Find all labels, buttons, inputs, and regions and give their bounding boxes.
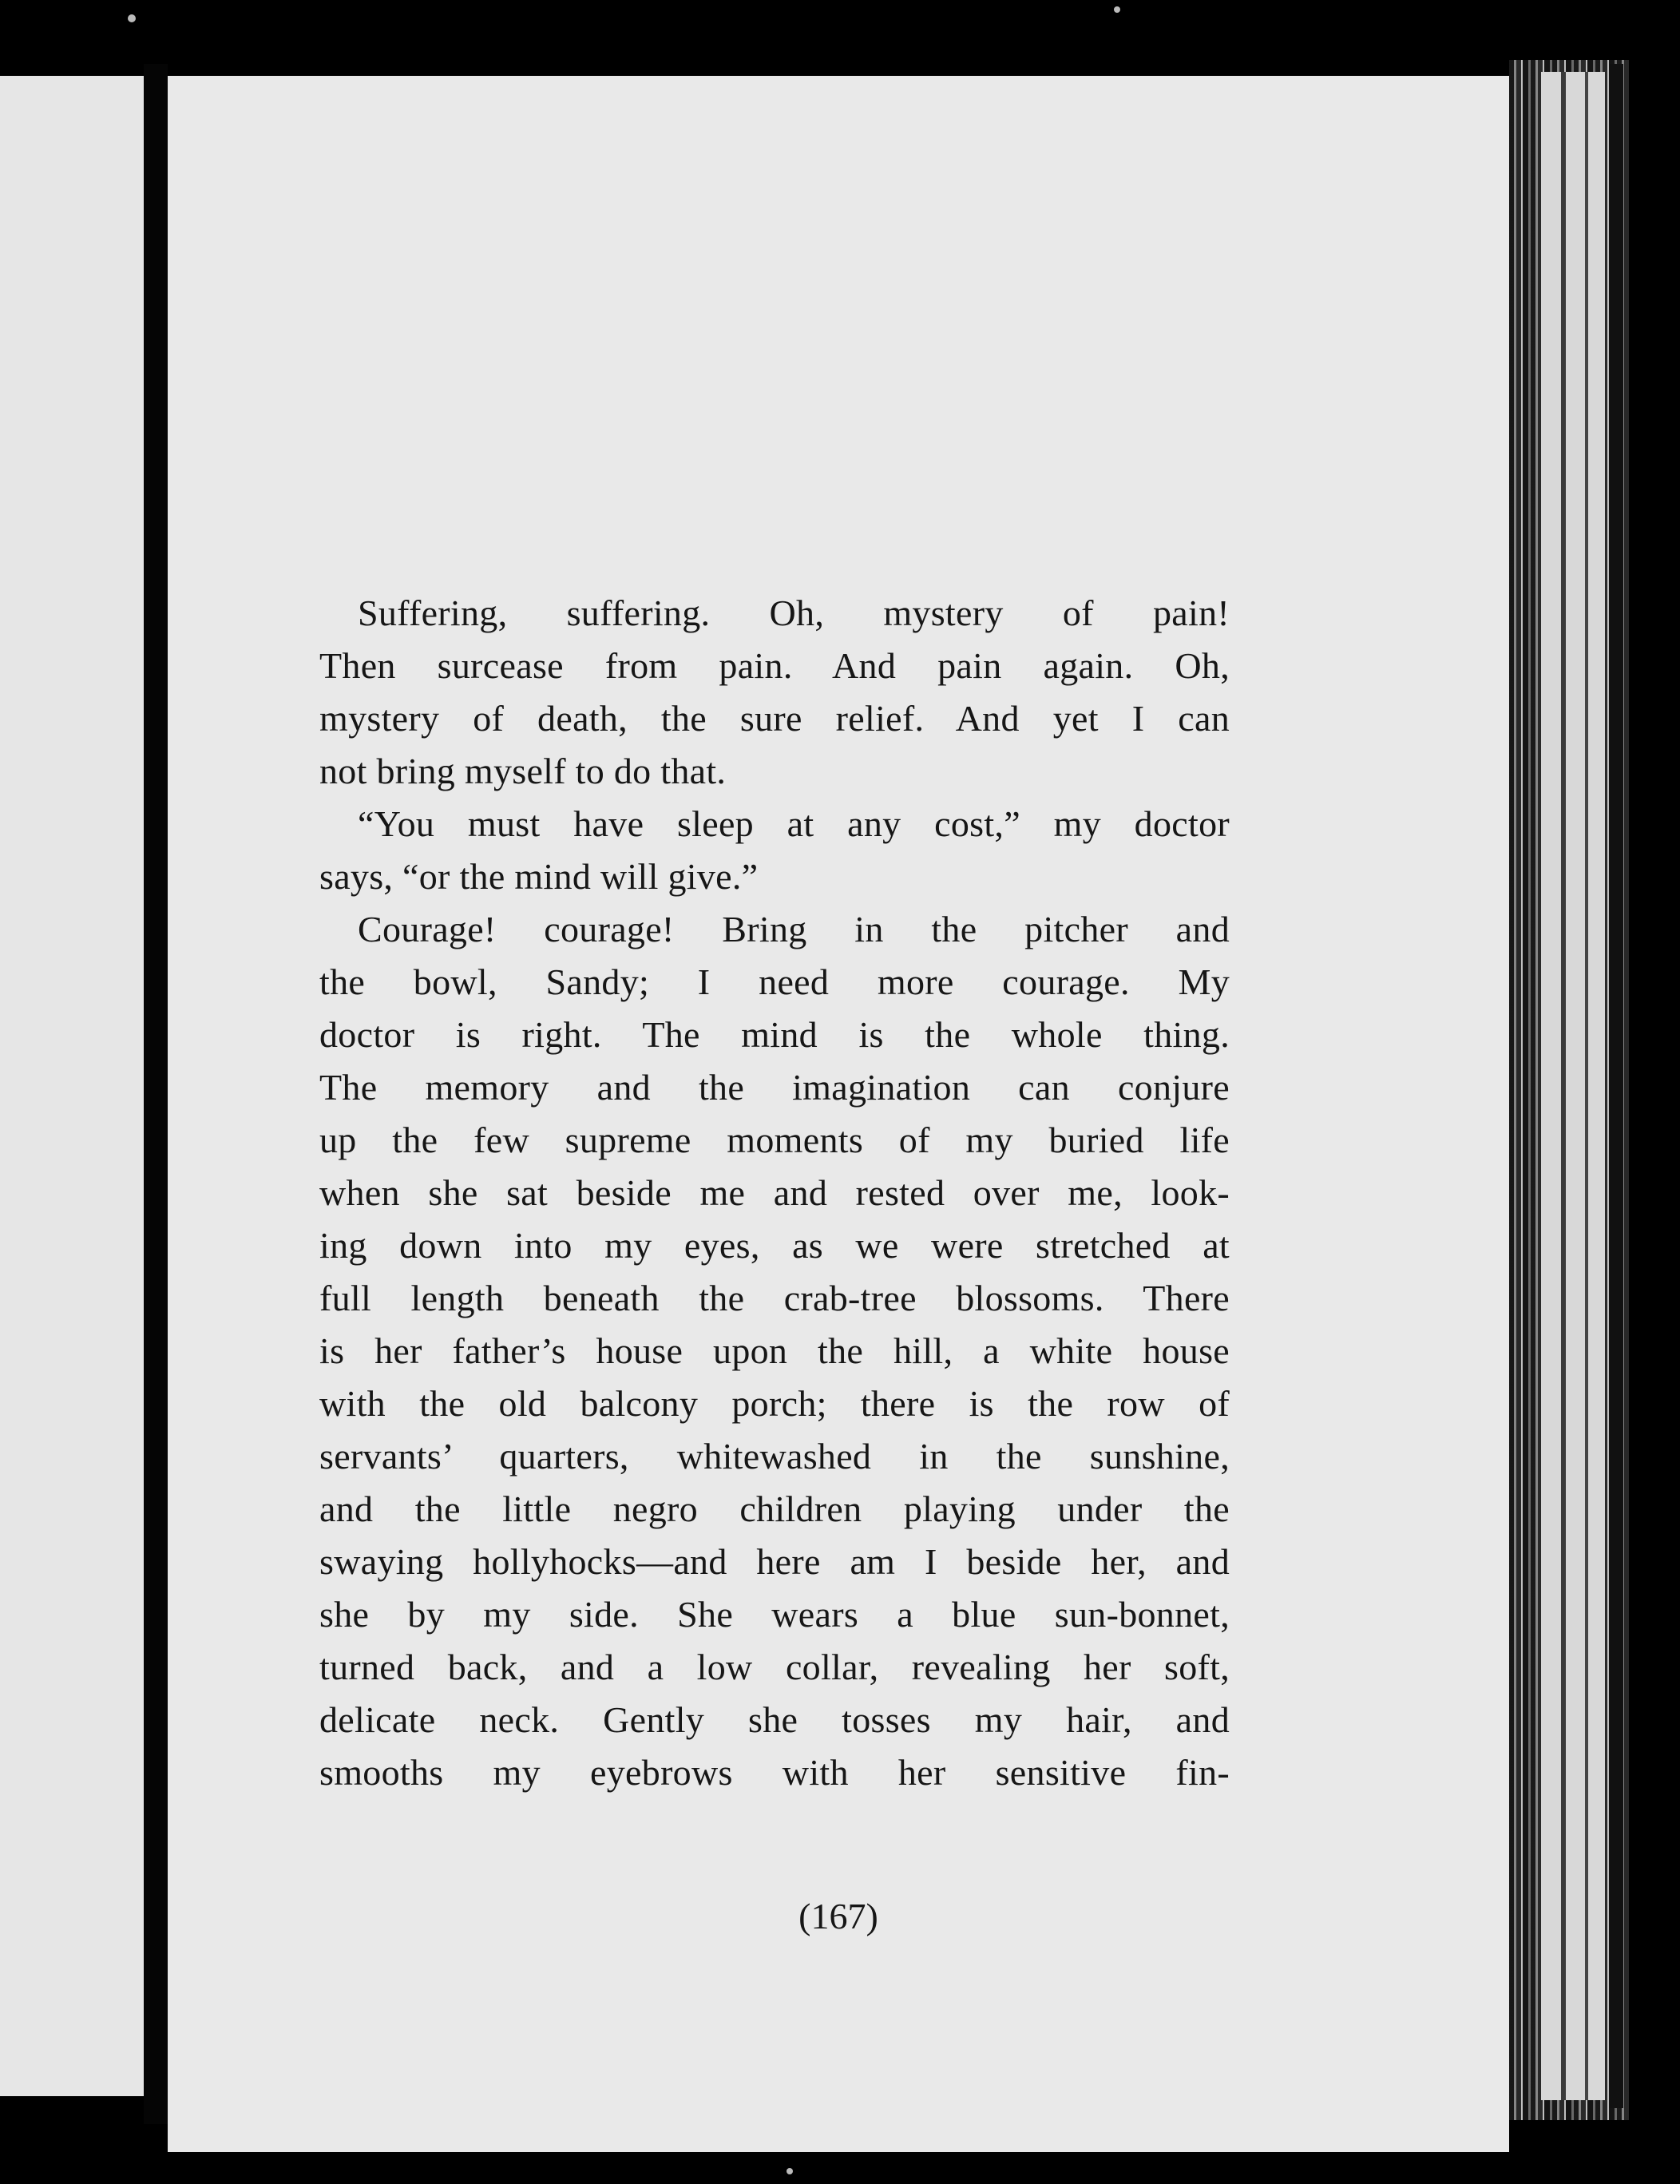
text-line: delicate neck. Gently she tosses my hair, and [319, 1699, 1230, 1740]
page-edge-stripe [1561, 72, 1566, 2100]
text-line: Then surcease from pain. And pain again. Oh, [319, 645, 1230, 686]
text-line: full length beneath the crab-tree blossoms. There [319, 1278, 1230, 1318]
text-line: says, “or the mind will give.” [319, 856, 759, 897]
paragraph [319, 587, 1230, 798]
text-line: “You must have sleep at any cost,” my doctor [358, 803, 1230, 844]
book-gutter [144, 64, 168, 2124]
text-line: doctor is right. The mind is the whole thing. [319, 1014, 1230, 1055]
text-line: the bowl, Sandy; I need more courage. My [319, 961, 1230, 1002]
paragraph [319, 798, 1230, 903]
text-line: servants’ quarters, whitewashed in the sunshine, [319, 1436, 1230, 1476]
text-line: ing down into my eyes, as we were stretched at [319, 1225, 1230, 1266]
text-line: and the little negro children playing under the [319, 1488, 1230, 1529]
text-line: is her father’s house upon the hill, a white house [319, 1330, 1230, 1371]
text-line: when she sat beside me and rested over me, look- [319, 1172, 1230, 1213]
text-line: Courage! courage! Bring in the pitcher and [358, 909, 1230, 949]
text-line: The memory and the imagination can conjure [319, 1067, 1230, 1108]
page-number: (167) [798, 1896, 878, 1936]
text-line: swaying hollyhocks—and here am I beside her, and [319, 1541, 1230, 1582]
scan-speck [787, 2168, 793, 2174]
left-page-edge [0, 76, 144, 2096]
body-text [319, 587, 1230, 1799]
text-line: not bring myself to do that. [319, 751, 727, 791]
text-line: Suffering, suffering. Oh, mystery of pain! [358, 593, 1230, 633]
text-line: turned back, and a low collar, revealing her soft, [319, 1647, 1230, 1687]
text-line: smooths my eyebrows with her sensitive fin- [319, 1752, 1230, 1793]
text-line: she by my side. She wears a blue sun-bonnet, [319, 1594, 1230, 1635]
scan-speck [1114, 6, 1120, 13]
page-edge-stripe [1609, 64, 1623, 2108]
text-line: up the few supreme moments of my buried life [319, 1120, 1230, 1160]
scan-speck [128, 14, 136, 22]
page-edge-stripe [1585, 72, 1588, 2100]
text-line: mystery of death, the sure relief. And yet I can [319, 698, 1230, 739]
text-line: with the old balcony porch; there is the row of [319, 1383, 1230, 1424]
paragraph [319, 903, 1230, 1799]
page-edge-light [1541, 72, 1605, 2100]
